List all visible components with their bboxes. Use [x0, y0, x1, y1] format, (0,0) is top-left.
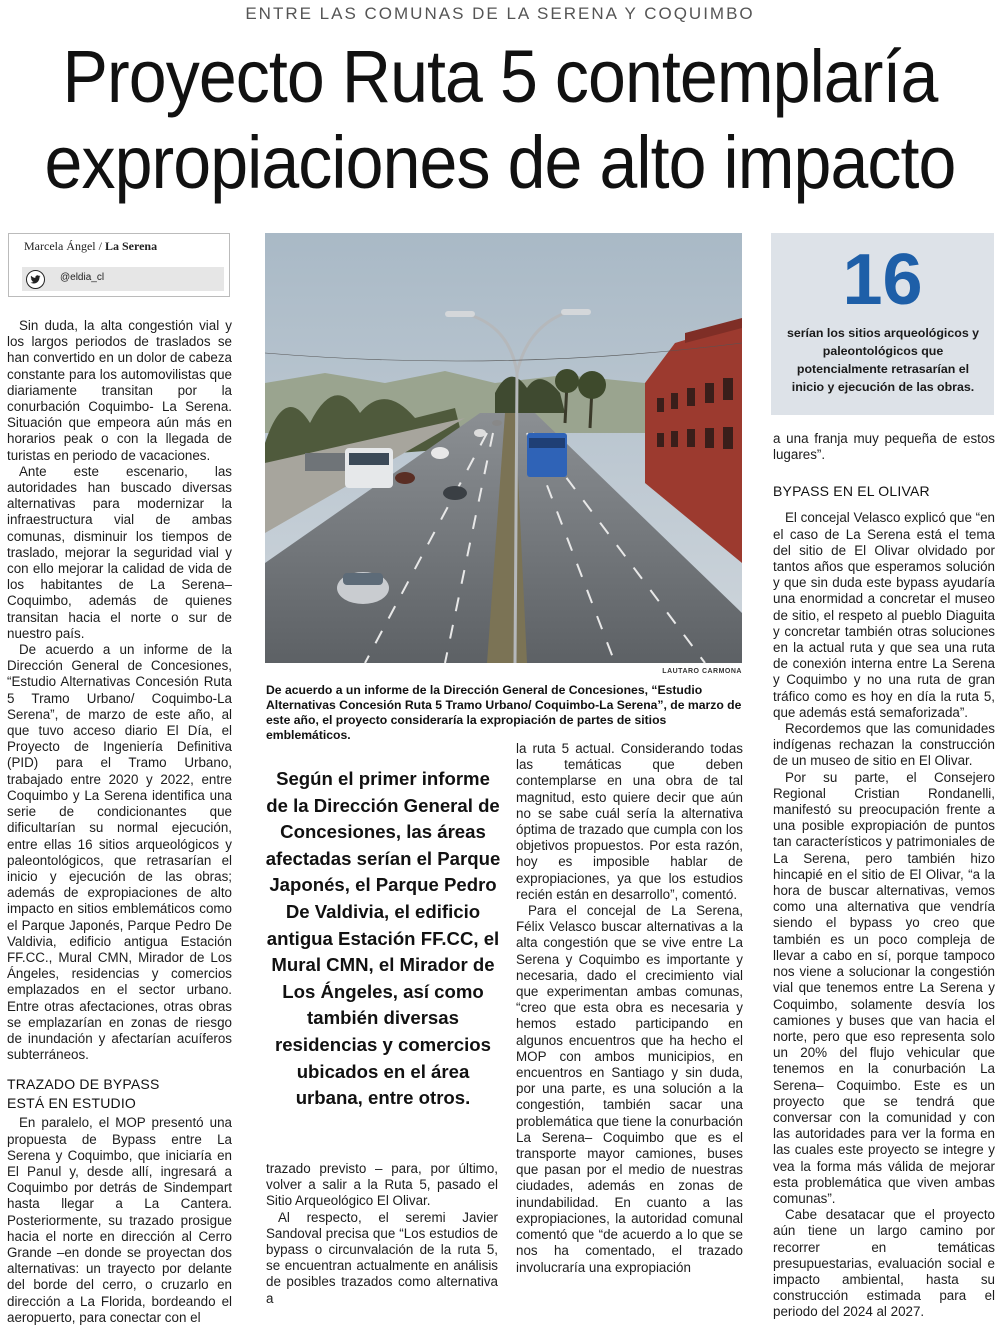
col3-paragraph-2: Para el concejal de La Serena, Félix Velasco buscar alternativas a la alta congestión que se vive entre La Serena y Coquimbo es importante y necesaria, dado el crecimiento vial que experimentan ambas comunas, “creo que esta obra es necesaria y hemos estado participando en algunos encuentros que ha hecho el MOP con ambos municipios, en encuentros en Santiago y sin duda, por una parte, es una solución a la congestión, también sacar una problemática que tiene la conurbación La Serena– Coquimbo que es el transporte mayor camiones, buses que pasan por el medio de nuestras ciudades, además en zonas de inundabilidad. En cuanto a las expropiaciones, la autoridad comunal comentó que “de acuerdo a lo que se nos ha comentado, el trazado involucraría una expropiación: [516, 903, 743, 1275]
byline-box: [8, 233, 230, 297]
photo-caption: De acuerdo a un informe de la Dirección General de Concesiones, “Estudio Alternativas Concesión Ruta 5 Tramo Urbano/ Coquimbo-La Serena”, de marzo de este año, el proyecto consideraría la expropiación de partes de sitios emblemáticos.: [266, 683, 742, 742]
col2-paragraph-2: Al respecto, el seremi Javier Sandoval precisa que “Los estudios de bypass o circunvalación de la ruta 5, se encuentran actualmente en análisis de posibles trazados como alternativa a: [266, 1209, 498, 1306]
column-1: [7, 318, 232, 1326]
stat-box: [771, 233, 994, 415]
col1-subhead-line-1: TRAZADO DE BYPASS: [7, 1076, 160, 1093]
headline: [40, 34, 960, 206]
road-photo-illustration: [265, 233, 742, 663]
column-3: [516, 741, 743, 1276]
byline-separator: /: [98, 239, 102, 253]
col1-paragraph-4: En paralelo, el MOP presentó una propuesta de Bypass entre La Serena y Coquimbo, que iniciaría en El Panul y, desde allí, ingresará a Coquimbo por detrás de Sindempart hasta llegar a La Cantera. Posteriormente, su trazado prosigue hacia el norte en dirección al Cerro Grande –en donde se proyectan dos alternativas: un trayecto por delante del borde del cerro, o cruzarlo en dirección a La Florida, bordeando el aeropuerto, para conectar con el: [7, 1115, 232, 1325]
col1-paragraph-1: Sin duda, la alta congestión vial y los largos periodos de traslados se han convertido en un dolor de cabeza constante para los automovilistas que diariamente transitan por la conurbación Coquimbo- La Serena. Situación que empeora aún más en horarios peak o con la llegada de turistas en periodo de vacaciones.: [7, 318, 232, 463]
social-bar: [22, 267, 224, 291]
headline-line-2: expropiaciones de alto impacto: [44, 121, 956, 204]
col4-paragraph-2: El concejal Velasco explicó que “en el caso de La Serena está el tema del sitio de El Olivar olvidado por tantos años que esperamos solución y que sin duda este bypass ayudaría una enormidad a concretar el museo de sitio, el respeto al pueblo Diaguita y concretar también otras soluciones en la actual ruta y que sea una ruta de conexión interna entre La Serena y Coquimbo y no una ruta de gran tráfico como es hoy en día la ruta 5, que además está semaforizada”.: [773, 510, 995, 720]
stat-number: 16: [842, 240, 923, 320]
col4-paragraph-5: Cabe desatacar que el proyecto aún tiene un largo camino por recorrer en temáticas presupuestarias, evaluación social e impacto ambiental, hasta su construcción estimada para el periodo del 2024 al 2027.: [773, 1207, 995, 1320]
road-photo: [265, 233, 742, 663]
kicker: ENTRE LAS COMUNAS DE LA SERENA Y COQUIMBO: [245, 4, 755, 23]
col1-subhead-line-2: ESTÁ EN ESTUDIO: [7, 1095, 137, 1112]
pull-quote: Según el primer informe de la Dirección General de Concesiones, las áreas afectadas serían el Parque Japonés, el Parque Pedro De Valdivia, el edificio antigua Estación FF.CC, el Mural CMN, el Mirador de Los Ángeles, así como también diversas residencias y comercios ubicados en el área urbana, entre otros.: [265, 768, 501, 1109]
col1-paragraph-2: Ante este escenario, las autoridades han buscado diversas alternativas para modernizar la infraestructura vial de ambas comunas, disminuir los tiempos de traslado, mejorar la seguridad vial y con ello mejorar la calidad de vida de los habitantes de La Serena– Coquimbo, además de quienes transitan hacia el norte o sur de nuestro país.: [7, 463, 232, 641]
column-4: [773, 431, 995, 1321]
author-name: Marcela Ángel: [24, 239, 96, 253]
col4-paragraph-4: Por su parte, el Consejero Regional Cristian Rondanelli, manifestó su preocupación frente a una posible expropiación de puntos tan característicos y patrimoniales de La Serena, pero también hizo hincapié en el sitio de El Olivar, “a la hora de buscar alternativas, vemos como una alternativa que vendría siendo el bypass yo creo que también es un poco compleja de llevar a cabo en sí, porque tampoco nos viene a solucionar la congestión vial que tenemos entre La Serena y Coquimbo, solamente desvía los camiones y buses que van hacia el norte, pero que eso representa solo un 20% del flujo vehicular que tenemos en la conurbación La Serena– Coquimbo. Este es un proyecto que se tendrá que conversar con la comunidad y con las autoridades para ver la forma en las cuales este proyecto se integre y vea la forma más válida de mejorar esta problemática que viven ambas comunas”.: [773, 769, 995, 1206]
column-2: [266, 1161, 498, 1307]
col3-paragraph-1: la ruta 5 actual. Considerando todas las temáticas que deben contemplarse en una obra de tal magnitud, esto quiere decir que aún no se sabe cuál sería la alternativa óptima de trazado que cumpla con los objetivos propuestos. Por esta razón, hoy es imposible hablar de expropiaciones, ya que los estudios recién están en desarrollo”, comentó.: [516, 741, 743, 902]
twitter-bird-icon[interactable]: [26, 270, 45, 289]
stat-text: serían los sitios arqueológicos y paleontológicos que potencialmente retrasarían el inicio y ejecución de las obras.: [786, 326, 980, 394]
col4-paragraph-1: a una franja muy pequeña de estos lugares”.: [773, 431, 995, 463]
col1-subhead: [7, 1075, 232, 1113]
outlet-name: La Serena: [104, 239, 158, 253]
photo-credit: LAUTARO CARMONA: [662, 668, 742, 675]
twitter-handle[interactable]: @eldia_cl: [60, 272, 105, 283]
col1-paragraph-3: De acuerdo a un informe de la Dirección General de Concesiones, “Estudio Alternativas Concesión Ruta 5 Tramo Urbano/ Coquimbo-La Serena”, de marzo de este año, al que tuvo acceso diario El Día, el Proyecto de Ingeniería Definitiva (PID) para el Tramo Urbano, trabajado entre 2020 y 2022, entre Coquimbo y La Serena identifica una serie de condicionantes que dificultarían su normal ejecución, entre ellas 16 sitios arqueológicos y paleontológicos, que retrasarían el inicio y ejecución de las obras; además de expropiaciones de alto impacto en sitios emblemáticos como el Parque Japonés, Parque Pedro De Valdivia, edificio antigua Estación FF.CC., Mural CMN, Mirador de Los Ángeles, residencias y comercios emplazados en el sector urbano. Entre otras afectaciones, otras obras se emplazarían en zonas de riesgo de inundación y afectarían acuíferos subterráneos.: [7, 642, 232, 1063]
author-line: [24, 239, 157, 254]
col2-paragraph-1: trazado previsto – para, por último, volver a salir a la Ruta 5, pasado el Sitio Arqueológico El Olivar.: [266, 1161, 498, 1209]
headline-line-1: Proyecto Ruta 5 contemplaría: [62, 35, 938, 118]
col4-paragraph-3: Recordemos que las comunidades indígenas rechazan la construcción de un museo de sitio en El Olivar.: [773, 721, 995, 769]
col4-subhead: BYPASS EN EL OLIVAR: [773, 483, 930, 500]
